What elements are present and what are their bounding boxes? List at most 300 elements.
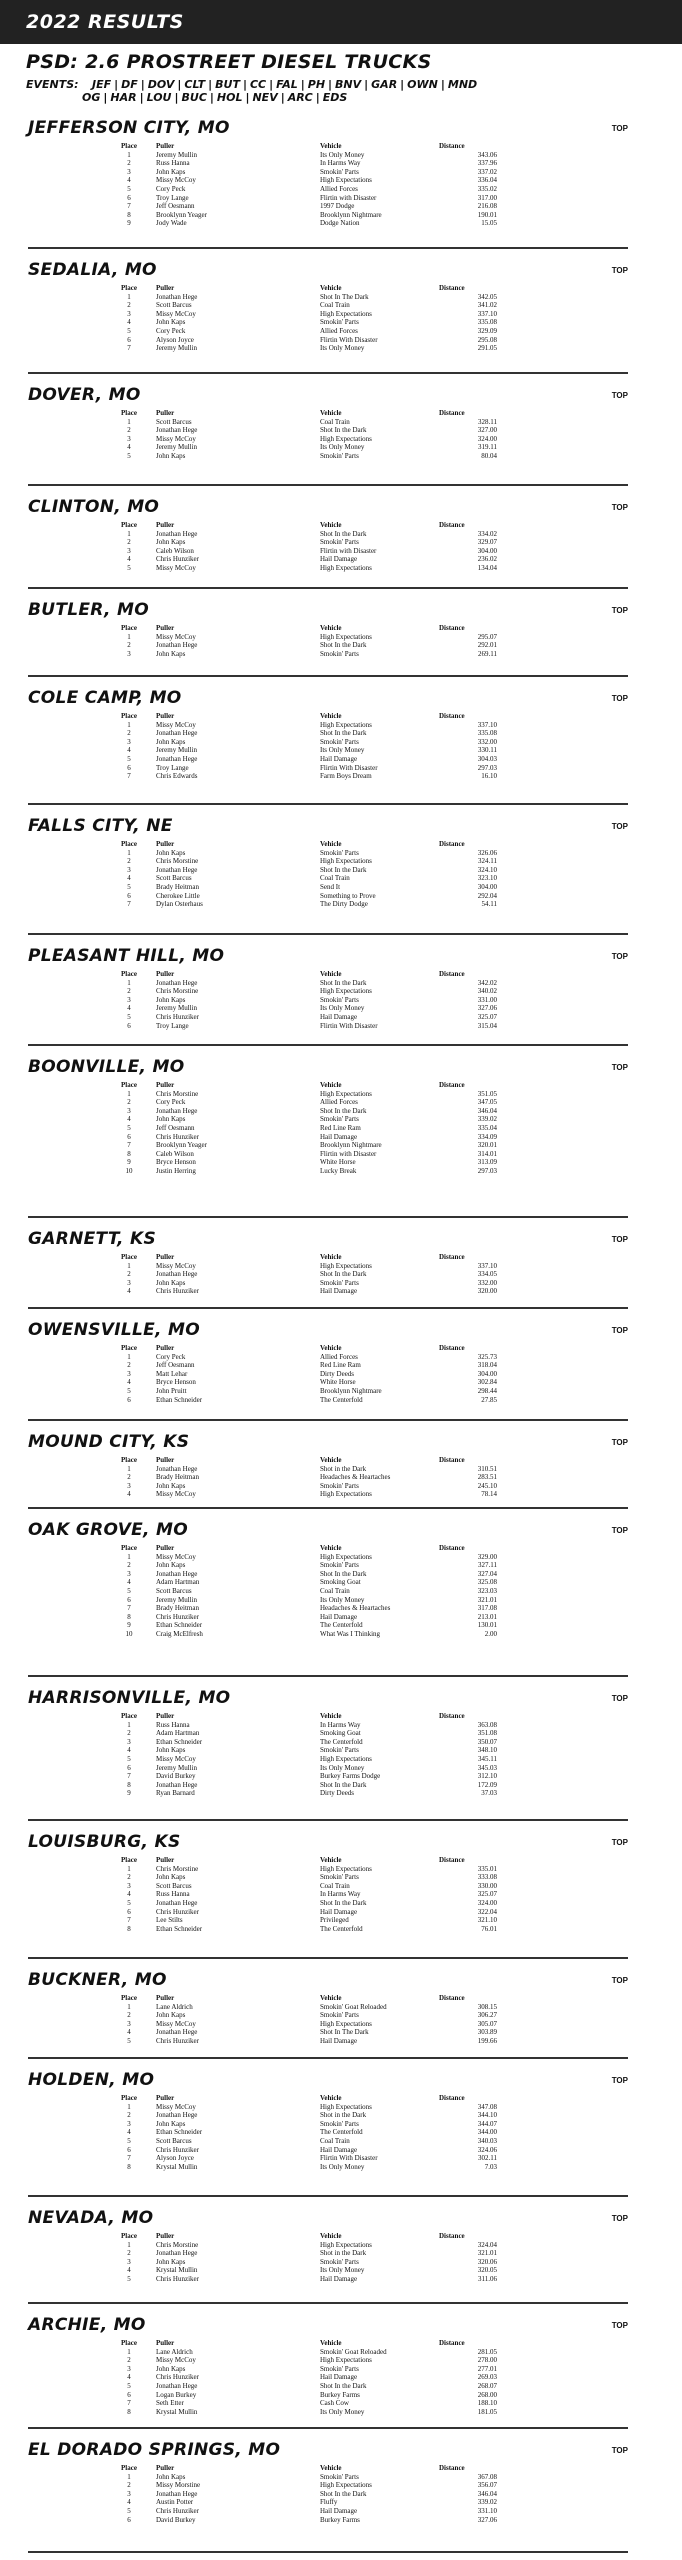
column-header-puller: Puller <box>156 1544 175 1552</box>
puller-cell: John Kaps <box>156 2257 186 2266</box>
table-row <box>28 1721 628 1730</box>
table-row <box>28 1865 628 1874</box>
vehicle-cell: The Centerfold <box>320 1924 363 1933</box>
table-row <box>28 2003 628 2012</box>
section-divider <box>28 675 628 677</box>
vehicle-cell: Allied Forces <box>320 1352 358 1361</box>
place-cell: 5 <box>127 2381 131 2390</box>
puller-cell: Missy McCoy <box>156 434 196 443</box>
section-divider <box>28 1216 628 1218</box>
table-header-row <box>28 284 628 293</box>
puller-cell: Jonathan Hege <box>156 1569 198 1578</box>
table-row <box>28 2498 628 2507</box>
section-divider <box>28 933 628 935</box>
vehicle-cell: Shot in the Dark <box>320 2111 367 2120</box>
place-cell: 10 <box>125 1629 133 1638</box>
column-header-puller: Puller <box>156 2094 175 2102</box>
puller-cell: Ethan Schneider <box>156 1621 203 1630</box>
distance-cell: 327.06 <box>477 1004 497 1013</box>
puller-cell: Scott Barcus <box>156 417 192 426</box>
vehicle-cell: Coal Train <box>320 2136 350 2145</box>
event-link-lou[interactable]: LOU <box>146 91 172 104</box>
event-link-og[interactable]: OG <box>82 91 101 104</box>
distance-cell: 302.11 <box>478 2154 497 2163</box>
puller-cell: Scott Barcus <box>156 1881 192 1890</box>
column-header-distance: Distance <box>439 624 465 632</box>
back-to-top-link[interactable]: TOP <box>611 606 628 615</box>
vehicle-cell: Flirtin With Disaster <box>320 335 378 344</box>
event-link-cc[interactable]: CC <box>249 78 267 91</box>
vehicle-cell: Shot In the Dark <box>320 2381 367 2390</box>
place-cell: 3 <box>127 2257 131 2266</box>
vehicle-cell: High Expectations <box>320 1490 372 1499</box>
event-link-mnd[interactable]: MND <box>447 78 478 91</box>
vehicle-cell: Shot In the Dark <box>320 426 367 435</box>
back-to-top-link[interactable]: TOP <box>611 1438 628 1447</box>
distance-cell: 319.11 <box>478 443 497 452</box>
column-header-place: Place <box>121 521 137 529</box>
puller-cell: John Kaps <box>156 848 186 857</box>
distance-cell: 268.07 <box>477 2381 497 2390</box>
event-link-buc[interactable]: BUC <box>181 91 207 104</box>
results-table <box>28 2232 628 2284</box>
events-separator: | <box>328 78 333 91</box>
distance-cell: 315.04 <box>477 1021 497 1030</box>
distance-cell: 347.08 <box>477 2102 497 2111</box>
puller-cell: Adam Hartman <box>156 1729 200 1738</box>
vehicle-cell: Smokin' Parts <box>320 1278 359 1287</box>
vehicle-cell: Shot In the Dark <box>320 529 367 538</box>
puller-cell: Chris Hunziker <box>156 1907 199 1916</box>
column-header-vehicle: Vehicle <box>320 970 342 978</box>
table-row <box>28 2020 628 2029</box>
place-cell: 1 <box>127 1552 131 1561</box>
back-to-top-link[interactable]: TOP <box>611 1235 628 1244</box>
event-section <box>28 2440 628 2551</box>
table-row <box>28 2516 628 2525</box>
back-to-top-link[interactable]: TOP <box>611 2446 628 2455</box>
table-header-row <box>28 970 628 979</box>
table-row <box>28 1755 628 1764</box>
distance-cell: 332.00 <box>477 1278 497 1287</box>
place-cell: 4 <box>127 746 131 755</box>
event-link-hol[interactable]: HOL <box>216 91 243 104</box>
table-row <box>28 1141 628 1150</box>
vehicle-cell: Red Line Ram <box>320 1361 361 1370</box>
back-to-top-link[interactable]: TOP <box>611 1694 628 1703</box>
back-to-top-link[interactable]: TOP <box>611 124 628 133</box>
event-title: BOONVILLE, MO <box>28 1057 185 1077</box>
results-table <box>28 712 628 781</box>
table-header-row <box>28 409 628 418</box>
puller-cell: Chris Hunziker <box>156 2506 199 2515</box>
vehicle-cell: Shot In the Dark <box>320 1780 367 1789</box>
distance-cell: 269.11 <box>478 649 497 658</box>
puller-cell: Jonathan Hege <box>156 1106 198 1115</box>
vehicle-cell: Dirty Deeds <box>320 1369 355 1378</box>
place-cell: 3 <box>127 737 131 746</box>
results-table <box>28 2094 628 2171</box>
vehicle-cell: Shot In the Dark <box>320 865 367 874</box>
place-cell: 9 <box>127 219 131 228</box>
column-header-vehicle: Vehicle <box>320 409 342 417</box>
distance-cell: 304.03 <box>477 754 497 763</box>
results-table <box>28 1856 628 1933</box>
vehicle-cell: High Expectations <box>320 720 372 729</box>
column-header-vehicle: Vehicle <box>320 284 342 292</box>
distance-cell: 326.06 <box>477 848 497 857</box>
place-cell: 4 <box>127 2498 131 2507</box>
event-link-gar[interactable]: GAR <box>371 78 398 91</box>
distance-cell: 323.10 <box>477 874 497 883</box>
results-table <box>28 2339 628 2416</box>
table-row <box>28 2473 628 2482</box>
back-to-top-link[interactable]: TOP <box>611 266 628 275</box>
column-header-vehicle: Vehicle <box>320 840 342 848</box>
distance-cell: 330.00 <box>477 1881 497 1890</box>
table-row <box>28 530 628 539</box>
table-row <box>28 555 628 564</box>
distance-cell: 340.03 <box>477 2136 497 2145</box>
distance-cell: 2.00 <box>484 1629 497 1638</box>
place-cell: 5 <box>127 882 131 891</box>
table-row <box>28 1890 628 1899</box>
distance-cell: 213.01 <box>477 1612 497 1621</box>
vehicle-cell: Brooklynn Nightmare <box>320 1386 382 1395</box>
distance-cell: 78.14 <box>481 1490 497 1499</box>
back-to-top-link[interactable]: TOP <box>611 391 628 400</box>
table-row <box>28 435 628 444</box>
vehicle-cell: In Harms Way <box>320 1720 361 1729</box>
distance-cell: 310.51 <box>477 1464 497 1473</box>
vehicle-cell: The Centerfold <box>320 1621 363 1630</box>
distance-cell: 327.06 <box>477 2515 497 2524</box>
distance-cell: 348.10 <box>477 1746 497 1755</box>
puller-cell: John Kaps <box>156 1481 186 1490</box>
back-to-top-link[interactable]: TOP <box>611 952 628 961</box>
distance-cell: 216.08 <box>477 202 497 211</box>
table-row <box>28 168 628 177</box>
results-table <box>28 2464 628 2524</box>
section-divider <box>28 2551 628 2553</box>
event-link-own[interactable]: OWN <box>407 78 438 91</box>
table-row <box>28 1925 628 1934</box>
distance-cell: 325.08 <box>477 1578 497 1587</box>
vehicle-cell: Burkey Farms <box>320 2515 360 2524</box>
distance-cell: 332.00 <box>477 737 497 746</box>
vehicle-cell: Smokin' Parts <box>320 167 359 176</box>
puller-cell: Chris Morstine <box>156 857 199 866</box>
event-link-fal[interactable]: FAL <box>276 78 298 91</box>
distance-cell: 341.02 <box>477 301 497 310</box>
section-divider <box>28 2302 628 2304</box>
table-row <box>28 1013 628 1022</box>
puller-cell: Jonathan Hege <box>156 1464 198 1473</box>
distance-cell: 321.01 <box>477 2249 497 2258</box>
back-to-top-link[interactable]: TOP <box>611 2321 628 2330</box>
column-header-place: Place <box>121 1344 137 1352</box>
place-cell: 2 <box>127 987 131 996</box>
place-cell: 5 <box>127 2506 131 2515</box>
event-link-clt[interactable]: CLT <box>184 78 206 91</box>
table-row <box>28 1490 628 1499</box>
event-title: LOUISBURG, KS <box>28 1832 181 1852</box>
place-cell: 7 <box>127 1141 131 1150</box>
puller-cell: Chris Hunziker <box>156 1287 199 1296</box>
event-title: BUCKNER, MO <box>28 1970 167 1990</box>
place-cell: 6 <box>127 1395 131 1404</box>
table-row <box>28 1150 628 1159</box>
puller-cell: John Kaps <box>156 995 186 1004</box>
column-header-vehicle: Vehicle <box>320 712 342 720</box>
back-to-top-link[interactable]: TOP <box>611 1326 628 1335</box>
place-cell: 8 <box>127 2162 131 2171</box>
distance-cell: 334.02 <box>477 529 497 538</box>
column-header-distance: Distance <box>439 521 465 529</box>
puller-cell: Brooklynn Yeager <box>156 1141 207 1150</box>
vehicle-cell: High Expectations <box>320 309 372 318</box>
table-row <box>28 2128 628 2137</box>
table-row <box>28 900 628 909</box>
distance-cell: 327.00 <box>477 426 497 435</box>
table-row <box>28 418 628 427</box>
puller-cell: Jonathan Hege <box>156 2489 198 2498</box>
back-to-top-link[interactable]: TOP <box>611 694 628 703</box>
place-cell: 3 <box>127 865 131 874</box>
puller-cell: Krystal Mullin <box>156 2407 198 2416</box>
puller-cell: Chris Hunziker <box>156 1132 199 1141</box>
vehicle-cell: Smokin' Parts <box>320 2472 359 2481</box>
table-row <box>28 1473 628 1482</box>
place-cell: 3 <box>127 2489 131 2498</box>
puller-cell: Cory Peck <box>156 1098 186 1107</box>
event-link-arc[interactable]: ARC <box>287 91 313 104</box>
vehicle-cell: Its Only Money <box>320 746 365 755</box>
puller-cell: Brady Heitman <box>156 1473 199 1482</box>
column-header-puller: Puller <box>156 624 175 632</box>
puller-cell: Troy Lange <box>156 1021 189 1030</box>
vehicle-cell: Shot In The Dark <box>320 2028 369 2037</box>
event-link-df[interactable]: DF <box>121 78 138 91</box>
table-row <box>28 1764 628 1773</box>
results-table <box>28 1994 628 2046</box>
place-cell: 6 <box>127 763 131 772</box>
event-link-eds[interactable]: EDS <box>322 91 348 104</box>
puller-cell: Alyson Joyce <box>156 335 194 344</box>
column-header-distance: Distance <box>439 2464 465 2472</box>
event-title: BUTLER, MO <box>28 600 149 620</box>
place-cell: 4 <box>127 1378 131 1387</box>
column-header-distance: Distance <box>439 2094 465 2102</box>
back-to-top-link[interactable]: TOP <box>611 1976 628 1985</box>
column-header-place: Place <box>121 1081 137 1089</box>
distance-cell: 7.03 <box>484 2162 497 2171</box>
table-row <box>28 2163 628 2172</box>
table-row <box>28 2146 628 2155</box>
vehicle-cell: Hail Damage <box>320 1287 358 1296</box>
table-row <box>28 2154 628 2163</box>
puller-cell: Jeff Oesmann <box>156 1123 195 1132</box>
place-cell: 8 <box>127 1612 131 1621</box>
puller-cell: Brady Heitman <box>156 1604 199 1613</box>
table-row <box>28 2348 628 2357</box>
place-cell: 3 <box>127 167 131 176</box>
puller-cell: Jonathan Hege <box>156 426 198 435</box>
table-row <box>28 1596 628 1605</box>
place-cell: 5 <box>127 2136 131 2145</box>
vehicle-cell: Shot In the Dark <box>320 1106 367 1115</box>
column-header-vehicle: Vehicle <box>320 1456 342 1464</box>
event-section <box>28 1832 628 1957</box>
back-to-top-link[interactable]: TOP <box>611 2076 628 2085</box>
place-cell: 5 <box>127 1012 131 1021</box>
distance-cell: 325.73 <box>477 1352 497 1361</box>
event-link-bnv[interactable]: BNV <box>335 78 362 91</box>
back-to-top-link[interactable]: TOP <box>611 1063 628 1072</box>
column-header-place: Place <box>121 284 137 292</box>
column-header-vehicle: Vehicle <box>320 1712 342 1720</box>
place-cell: 2 <box>127 857 131 866</box>
table-row <box>28 1133 628 1142</box>
column-header-vehicle: Vehicle <box>320 1856 342 1864</box>
vehicle-cell: Shot In the Dark <box>320 978 367 987</box>
vehicle-cell: High Expectations <box>320 2240 372 2249</box>
place-cell: 2 <box>127 2356 131 2365</box>
place-cell: 5 <box>127 754 131 763</box>
vehicle-cell: Hail Damage <box>320 754 358 763</box>
back-to-top-link[interactable]: TOP <box>611 1526 628 1535</box>
table-row <box>28 159 628 168</box>
puller-cell: Jonathan Hege <box>156 641 198 650</box>
place-cell: 4 <box>127 874 131 883</box>
table-row <box>28 729 628 738</box>
vehicle-cell: Smokin' Parts <box>320 2119 359 2128</box>
puller-cell: Jonathan Hege <box>156 1270 198 1279</box>
vehicle-cell: In Harms Way <box>320 1890 361 1899</box>
back-to-top-link[interactable]: TOP <box>611 822 628 831</box>
back-to-top-link[interactable]: TOP <box>611 1838 628 1847</box>
results-table <box>28 1344 628 1404</box>
table-row <box>28 1098 628 1107</box>
table-row <box>28 1873 628 1882</box>
results-table <box>28 1253 628 1296</box>
puller-cell: Jeremy Mullin <box>156 1763 198 1772</box>
place-cell: 4 <box>127 1115 131 1124</box>
back-to-top-link[interactable]: TOP <box>611 2214 628 2223</box>
place-cell: 5 <box>127 563 131 572</box>
vehicle-cell: Hail Damage <box>320 1012 358 1021</box>
section-divider <box>28 587 628 589</box>
place-cell: 9 <box>127 1789 131 1798</box>
puller-cell: Cherokee Little <box>156 891 200 900</box>
table-header-row <box>28 712 628 721</box>
column-header-puller: Puller <box>156 2339 175 2347</box>
puller-cell: John Kaps <box>156 2364 186 2373</box>
events-separator: | <box>174 91 179 104</box>
table-row <box>28 1604 628 1613</box>
column-header-distance: Distance <box>439 284 465 292</box>
vehicle-cell: Its Only Money <box>320 1595 365 1604</box>
puller-cell: Jonathan Hege <box>156 2381 198 2390</box>
table-row <box>28 1361 628 1370</box>
puller-cell: Bryce Henson <box>156 1378 196 1387</box>
event-link-dov[interactable]: DOV <box>147 78 175 91</box>
events-separator: | <box>139 91 144 104</box>
distance-cell: 335.08 <box>477 729 497 738</box>
puller-cell: John Kaps <box>156 451 186 460</box>
vehicle-cell: Hail Damage <box>320 1907 358 1916</box>
place-cell: 1 <box>127 632 131 641</box>
event-title: PLEASANT HILL, MO <box>28 946 225 966</box>
puller-cell: Jeremy Mullin <box>156 1004 198 1013</box>
distance-cell: 329.09 <box>477 326 497 335</box>
distance-cell: 324.00 <box>477 1898 497 1907</box>
distance-cell: 339.02 <box>477 2498 497 2507</box>
place-cell: 5 <box>127 451 131 460</box>
table-row <box>28 211 628 220</box>
place-cell: 3 <box>127 2364 131 2373</box>
vehicle-cell: High Expectations <box>320 563 372 572</box>
distance-cell: 27.85 <box>481 1395 497 1404</box>
distance-cell: 297.03 <box>477 763 497 772</box>
event-link-nev[interactable]: NEV <box>252 91 278 104</box>
column-header-place: Place <box>121 409 137 417</box>
column-header-distance: Distance <box>439 1456 465 1464</box>
puller-cell: Ethan Schneider <box>156 2128 203 2137</box>
place-cell: 1 <box>127 848 131 857</box>
event-link-har[interactable]: HAR <box>110 91 137 104</box>
table-row <box>28 979 628 988</box>
puller-cell: John Kaps <box>156 1873 186 1882</box>
events-separator: | <box>315 91 320 104</box>
table-row <box>28 1090 628 1099</box>
table-row <box>28 336 628 345</box>
vehicle-cell: Allied Forces <box>320 1098 358 1107</box>
puller-cell: John Kaps <box>156 2011 186 2020</box>
place-cell: 2 <box>127 1729 131 1738</box>
table-row <box>28 772 628 781</box>
table-row <box>28 1908 628 1917</box>
table-header-row <box>28 624 628 633</box>
puller-cell: Missy McCoy <box>156 2019 196 2028</box>
place-cell: 3 <box>127 2119 131 2128</box>
vehicle-cell: Its Only Money <box>320 344 365 353</box>
vehicle-cell: Burkey Farms Dodge <box>320 1772 381 1781</box>
back-to-top-link[interactable]: TOP <box>611 503 628 512</box>
puller-cell: Chris Morstine <box>156 2240 199 2249</box>
puller-cell: Jeremy Mullin <box>156 344 198 353</box>
event-section <box>28 260 628 372</box>
event-link-but[interactable]: BUT <box>215 78 240 91</box>
vehicle-cell: Smokin' Parts <box>320 1873 359 1882</box>
table-row <box>28 874 628 883</box>
column-header-distance: Distance <box>439 2339 465 2347</box>
table-row <box>28 1465 628 1474</box>
place-cell: 8 <box>127 1924 131 1933</box>
table-row <box>28 1279 628 1288</box>
distance-cell: 330.11 <box>478 746 497 755</box>
event-link-jef[interactable]: JEF <box>92 78 112 91</box>
event-link-ph[interactable]: PH <box>307 78 326 91</box>
results-header-bar <box>0 0 682 44</box>
vehicle-cell: Smokin' Parts <box>320 1561 359 1570</box>
puller-cell: Scott Barcus <box>156 2136 192 2145</box>
distance-cell: 322.04 <box>477 1907 497 1916</box>
vehicle-cell: Smokin' Parts <box>320 1481 359 1490</box>
vehicle-cell: Smoking Goat <box>320 1578 361 1587</box>
table-header-row <box>28 1456 628 1465</box>
distance-cell: 337.10 <box>477 1261 497 1270</box>
